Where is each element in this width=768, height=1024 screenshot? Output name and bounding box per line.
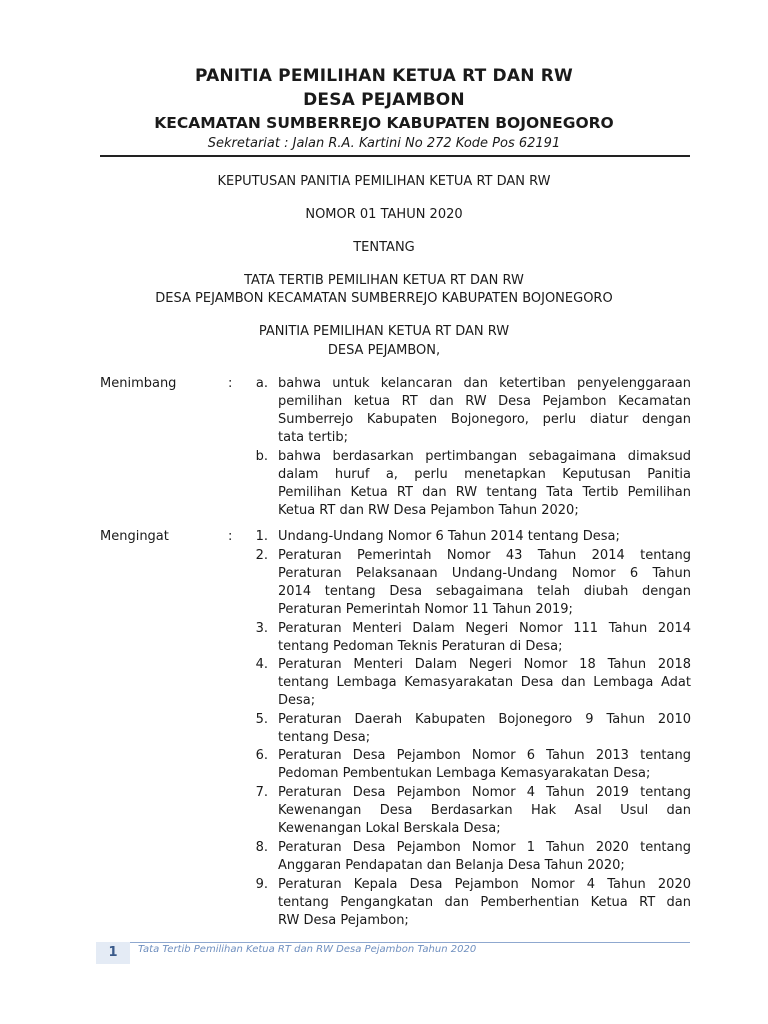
mengingat-label: Mengingat (100, 529, 169, 544)
mengingat-item-marker: 5. (255, 712, 268, 727)
decree-number: NOMOR 01 TAHUN 2020 (305, 207, 463, 222)
header-line-1: PANITIA PEMILIHAN KETUA RT DAN RW (194, 66, 574, 86)
mengingat-item-text (278, 620, 691, 656)
item-line: 2014 tentang Desa sebagaimana telah diubah dengan (278, 584, 691, 599)
item-line: Kewenangan Desa Berdasarkan Hak Asal Usul dan (278, 803, 691, 818)
menimbang-item-text (278, 375, 691, 447)
item-line: dalam huruf a, perlu menetapkan Keputusan Panitia (278, 467, 691, 482)
item-line: Peraturan Pemerintah Nomor 11 Tahun 2019; (278, 602, 573, 617)
footer-text: Tata Tertib Pemilihan Ketua RT dan RW Desa Pejambon Tahun 2020 (138, 944, 477, 955)
decree-title: KEPUTUSAN PANITIA PEMILIHAN KETUA RT DAN RW (217, 174, 551, 189)
menimbang-label: Menimbang (100, 376, 177, 391)
item-line: tentang Pedoman Teknis Peraturan di Desa; (278, 639, 563, 654)
item-line: Sumberrejo Kabupaten Bojonegoro, perlu diatur dengan (278, 412, 691, 427)
mengingat-item-text (278, 876, 691, 930)
mengingat-colon: : (228, 529, 233, 544)
item-line: Kewenangan Lokal Berskala Desa; (278, 821, 501, 836)
menimbang-item-marker: a. (255, 376, 268, 391)
footer-rule (130, 942, 690, 943)
mengingat-item-marker: 1. (255, 529, 268, 544)
mengingat-item-marker: 3. (255, 621, 268, 636)
item-line: Peraturan Kepala Desa Pejambon Nomor 4 Tahun 2020 (278, 877, 691, 892)
mengingat-item-text (278, 784, 691, 838)
mengingat-item-text (278, 528, 691, 546)
item-line: RW Desa Pejambon; (278, 913, 409, 928)
decree-subject-1: TATA TERTIB PEMILIHAN KETUA RT DAN RW (244, 273, 524, 288)
mengingat-item-marker: 4. (255, 657, 268, 672)
item-line: Peraturan Desa Pejambon Nomor 6 Tahun 2013 tentang (278, 748, 691, 763)
item-line: Undang-Undang Nomor 6 Tahun 2014 tentang Desa; (278, 529, 620, 544)
menimbang-item-text (278, 448, 691, 520)
mengingat-item-text (278, 547, 691, 619)
mengingat-item-text (278, 711, 691, 747)
item-line: Peraturan Pelaksanaan Undang-Undang Nomor 6 Tahun (278, 566, 691, 581)
item-line: tentang Desa; (278, 730, 371, 745)
header-line-3: KECAMATAN SUMBERREJO KABUPATEN BOJONEGORO (154, 114, 614, 132)
item-line: bahwa untuk kelancaran dan ketertiban penyelenggaraan (278, 376, 691, 391)
item-line: Anggaran Pendapatan dan Belanja Desa Tahun 2020; (278, 858, 625, 873)
decree-issuer-2: DESA PEJAMBON, (327, 343, 441, 358)
decree-issuer-1: PANITIA PEMILIHAN KETUA RT DAN RW (258, 324, 510, 339)
decree-about: TENTANG (353, 240, 415, 255)
page-number: 1 (96, 942, 130, 964)
item-line: Pemilihan Ketua RT dan RW tentang Tata Tertib Pemilihan (278, 485, 691, 500)
mengingat-item-marker: 8. (255, 840, 268, 855)
item-line: Pedoman Pembentukan Lembaga Kemasyarakatan Desa; (278, 766, 651, 781)
item-line: Peraturan Daerah Kabupaten Bojonegoro 9 Tahun 2010 (278, 712, 691, 727)
item-line: bahwa berdasarkan pertimbangan sebagaimana dimaksud (278, 449, 691, 464)
item-line: tata tertib; (278, 430, 349, 445)
mengingat-item-marker: 6. (255, 748, 268, 763)
item-line: Peraturan Desa Pejambon Nomor 1 Tahun 2020 tentang (278, 840, 691, 855)
mengingat-item-marker: 9. (255, 877, 268, 892)
sekretariat-address: Sekretariat : Jalan R.A. Kartini No 272 Kode Pos 62191 (207, 136, 561, 151)
item-line: Peraturan Desa Pejambon Nomor 4 Tahun 2019 tentang (278, 785, 691, 800)
item-line: Peraturan Pemerintah Nomor 43 Tahun 2014 tentang (278, 548, 691, 563)
menimbang-item-marker: b. (255, 449, 268, 464)
item-line: Ketua RT dan RW Desa Pejambon Tahun 2020; (278, 503, 579, 518)
mengingat-item-marker: 2. (255, 548, 268, 563)
item-line: Peraturan Menteri Dalam Negeri Nomor 111 Tahun 2014 (278, 621, 691, 636)
item-line: Desa; (278, 693, 316, 708)
header-rule (100, 155, 690, 157)
item-line: pemilihan ketua RT dan RW Desa Pejambon Kecamatan (278, 394, 691, 409)
item-line: tentang Pengangkatan dan Pemberhentian Ketua RT dan (278, 895, 691, 910)
mengingat-item-text (278, 747, 691, 783)
header-line-2: DESA PEJAMBON (303, 90, 465, 110)
menimbang-colon: : (228, 376, 233, 391)
item-line: Peraturan Menteri Dalam Negeri Nomor 18 Tahun 2018 (278, 657, 691, 672)
mengingat-item-marker: 7. (255, 785, 268, 800)
item-line: tentang Lembaga Kemasyarakatan Desa dan Lembaga Adat (278, 675, 691, 690)
mengingat-item-text (278, 656, 691, 710)
mengingat-item-text (278, 839, 691, 875)
decree-subject-2: DESA PEJAMBON KECAMATAN SUMBERREJO KABUPATEN BOJONEGORO (155, 291, 613, 306)
